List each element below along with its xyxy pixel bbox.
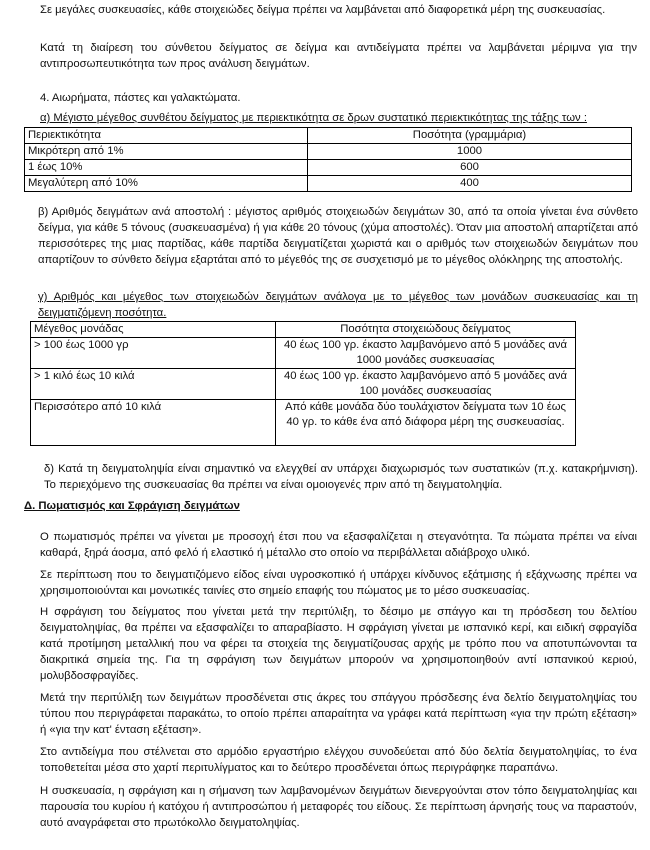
table-row: [31, 369, 576, 400]
paragraph-sealing: Η σφράγιση του δείγματος που γίνεται μετά την περιτύλιξη, το δέσιμο με σπάγγο και τη πρόσδεση του δελτίου δειγματοληψίας, θα πρέπει να εξασφαλίζει το απαραβίαστο. Η σφράγιση γίνεται με ισπανικό κερί, και ειδική σφραγίδα κατά προτίμηση μεταλλική που να φέρει τα στοιχεία της δειγματίζουσας αρχής με τρόπο που να αποτυπώνονται τα διακριτικά σημεία της. Για τη σφράγιση των δειγμάτων μπορούν να χρησιμοποιηθούν αντί ισπανικού κεριού, μολυβδοσφραγίδες.: [40, 606, 637, 682]
table-row: [31, 338, 576, 369]
section-d-heading: [24, 498, 240, 514]
paragraph-capping: Ο πωματισμός πρέπει να γίνεται με προσοχή έτσι που να εξασφαλίζεται η στεγανότητα. Τα πώματα πρέπει να είναι καθαρά, ξηρά άοσμα, από φελό ή ελαστικό ή μέταλλο στο οποίο να περιβάλλεται αδιάβροχο υλικό.: [40, 531, 637, 559]
paragraph-sample-division: Κατά τη διαίρεση του σύνθετου δείγματος σε δείγμα και αντιδείγματα πρέπει να λαμβάνεται μέριμνα για την αντιπροσωπευτικότητα των προς ανάλυση δειγμάτων.: [40, 42, 637, 70]
column-header: Ποσότητα στοιχειώδους δείγματος: [276, 322, 576, 338]
table-cell: 600: [308, 160, 632, 176]
column-header: Ποσότητα (γραμμάρια): [308, 128, 632, 144]
paragraph-hygroscopic: Σε περίπτωση που το δειγματιζόμενο είδος είναι υγροσκοπικό ή υπάρχει κίνδυνος εξάτμισης ή εξάχνωσης πρέπει να χρησιμοποιούνται και μονωτικές ταινίες στο σημείο επαφής του πώματος με το μέσο συσκευασίας.: [40, 569, 637, 597]
table-cell: > 1 κιλό έως 10 κιλά: [31, 369, 276, 400]
table-cell: 1000: [308, 144, 632, 160]
table-cell: Περισσότερο από 10 κιλά: [31, 400, 276, 446]
table-cell: 40 έως 100 γρ. έκαστο λαμβανόμενο από 5 μονάδες ανά 1000 μονάδες συσκευασίας: [276, 338, 576, 369]
table-cell: 1 έως 10%: [25, 160, 308, 176]
item-d-text: δ) Κατά τη δειγματοληψία είναι σημαντικό να ελεγχθεί αν υπάρχει διαχωρισμός των συστατικών (π.χ. κατακρήμνιση). Το περιεχόμενο της συσκευασίας θα πρέπει να είναι ομοιογενές πριν από τη δειγματοληψία.: [44, 463, 638, 491]
section-d-heading-text: Δ. Πωματισμός και Σφράγιση δειγμάτων: [24, 500, 240, 512]
table-row: [25, 176, 632, 192]
item-a-caption-text: α) Μέγιστο μέγεθος συνθέτου δείγματος με περιεκτικότητα σε δρων συστατικό περιεκτικότητας της τάξης των :: [40, 112, 587, 124]
unit-size-table: [30, 321, 576, 446]
table-row: [25, 144, 632, 160]
table-cell: 40 έως 100 γρ. έκαστο λαμβανόμενο από 5 μονάδες ανά 100 μονάδες συσκευασίας: [276, 369, 576, 400]
paragraph-sampling-ticket: Μετά την περιτύλιξη των δειγμάτων προσδένεται στις άκρες του σπάγγου πρόσδεσης ένα δελτίο δειγματοληψίας του τύπου που περιγράφεται παρακάτω, το οποίο πρέπει απαραίτητα να γράφει κατά περίπτωση «για την πρώτη εξέταση» ή «για την κατ' ένταση εξέταση».: [40, 692, 637, 736]
table-cell: Μεγαλύτερη από 10%: [25, 176, 308, 192]
column-header: Περιεκτικότητα: [25, 128, 308, 144]
item-c-caption-text: γ) Αριθμός και μέγεθος των στοιχειωδών δειγμάτων ανάλογα με το μέγεθος των μονάδων συσκευασίας και τη δειγματιζόμενη ποσότητα.: [38, 291, 638, 319]
item-a-caption: [40, 110, 640, 126]
paragraph-packaging-presence: Η συσκευασία, η σφράγιση και η σήμανση των λαμβανομένων δειγμάτων διενεργούνται στον τόπο δειγματοληψίας και παρουσία του κυρίου ή κατόχου ή αντιπροσώπου ή μεταφορές του είδους. Σε περίπτωση άρνησής τους να παραστούν, αυτό αναγράφεται στο πρωτόκολλο δειγματοληψίας.: [40, 785, 637, 829]
table-cell: > 100 έως 1000 γρ: [31, 338, 276, 369]
table-cell: 400: [308, 176, 632, 192]
table-header-row: [25, 128, 632, 144]
table-row: [31, 400, 576, 446]
item-c-caption: [38, 289, 638, 321]
table-header-row: [31, 322, 576, 338]
table-row: [25, 160, 632, 176]
paragraph-large-packages: Σε μεγάλες συσκευασίες, κάθε στοιχειώδες δείγμα πρέπει να λαμβάνεται από διαφορετικά μέρη της συσκευασίας.: [40, 4, 606, 16]
table-cell: Μικρότερη από 1%: [25, 144, 308, 160]
column-header: Μέγεθος μονάδας: [31, 322, 276, 338]
table-cell: Από κάθε μονάδα δύο τουλάχιστον δείγματα των 10 έως 40 γρ. το κάθε ένα από διάφορα μέρη της συσκευασίας.: [276, 400, 576, 446]
section-4-title: 4. Αιωρήματα, πάστες και γαλακτώματα.: [40, 92, 241, 104]
item-b-text: β) Αριθμός δειγμάτων ανά αποστολή : μέγιστος αριθμός στοιχειωδών δειγμάτων 30, από τα οποία γίνεται ένα σύνθετο δείγμα, για κάθε 5 τόνους (συσκευασμένα) ή για κάθε 20 τόνους (χύμα αποστολές). Όταν μια αποστολή απαρτίζεται από περισσότερες της μιας παρτίδας, κάθε παρτίδα δειγματίζεται χωριστά και ο αριθμός των στοιχειωδών δειγμάτων που απαρτίζουν το σύνθετο δείγμα εξαρτάται από το μέγεθός της σε συσχετισμό με το μέγεθος ολόκληρης της αποστολής.: [38, 206, 638, 266]
paragraph-countersample: Στο αντιδείγμα που στέλνεται στο αρμόδιο εργαστήριο ελέγχου συνοδεύεται από δύο δελτία δειγματοληψίας, το ένα τοποθετείται μέσα στο χαρτί περιτυλίγματος και το δεύτερο προσδένεται όπως περιγράφηκε παραπάνω.: [40, 746, 637, 774]
composite-sample-table: [24, 127, 632, 192]
